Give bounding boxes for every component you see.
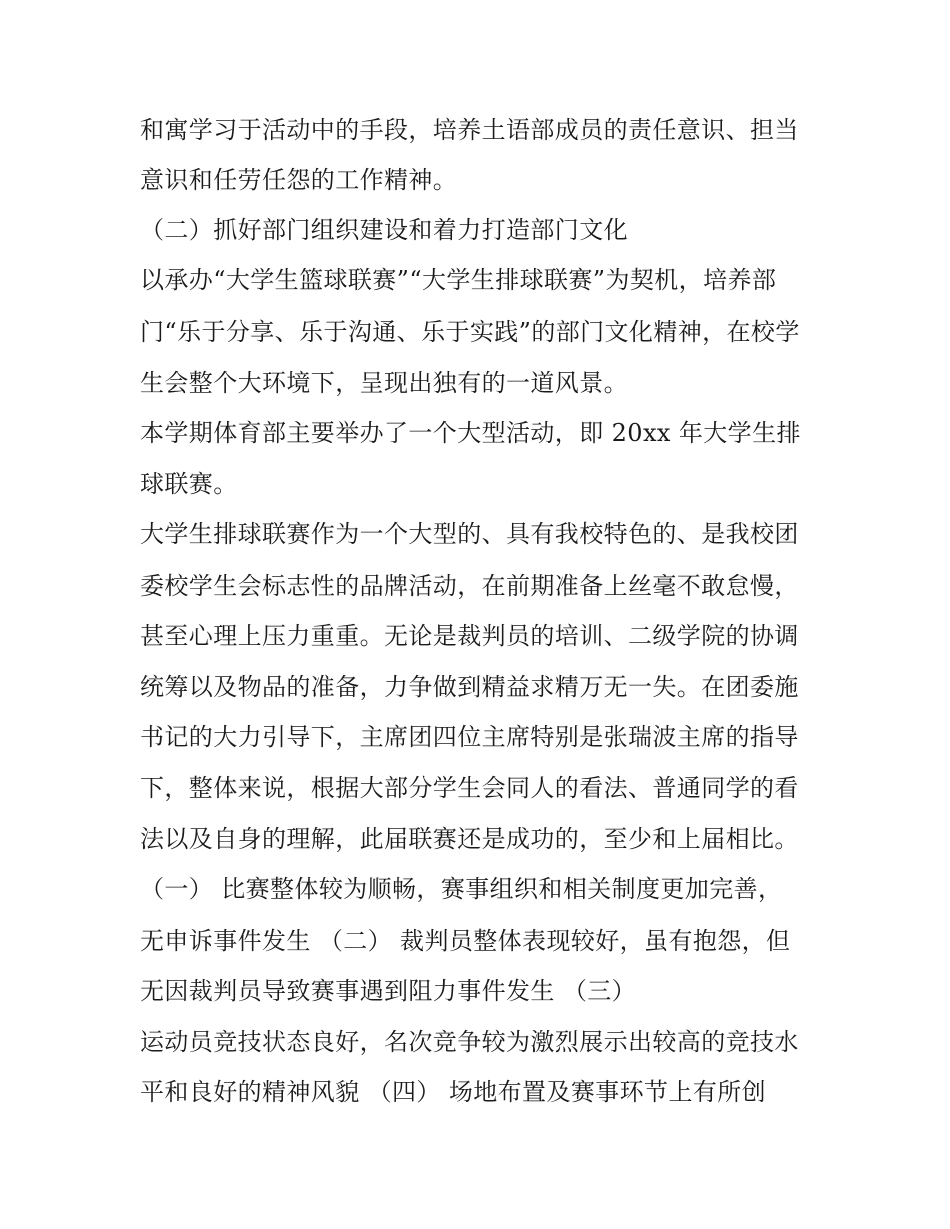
text-line: 球联赛。 — [140, 470, 238, 498]
text-line: 本学期体育部主要举办了一个大型活动，即 20xx 年大学生排 — [140, 419, 801, 447]
text-line: 大学生排球联赛作为一个大型的、具有我校特色的、是我校团 — [140, 520, 799, 548]
text-line: 门“乐于分享、乐于沟通、乐于实践”的部门文化精神，在校学 — [140, 318, 800, 346]
text-line: 和寓学习于活动中的手段，培养土语部成员的责任意识、担当 — [140, 116, 799, 144]
text-line: 生会整个大环境下，呈现出独有的一道风景。 — [140, 369, 628, 397]
text-line: 无因裁判员导致赛事遇到阻力事件发生 （三） — [140, 977, 637, 1005]
text-line: 统筹以及物品的准备，力争做到精益求精万无一失。在团委施 — [140, 673, 799, 701]
text-line: 以承办“大学生篮球联赛”“大学生排球联赛”为契机，培养部 — [140, 266, 777, 294]
text-line: 无申诉事件发生 （二） 裁判员整体表现较好，虽有抱怨，但 — [140, 927, 791, 955]
text-line: 书记的大力引导下，主席团四位主席特别是张瑞波主席的指导 — [140, 723, 799, 751]
text-line: 平和良好的精神风貌 （四） 场地布置及赛事环节上有所创 — [140, 1078, 767, 1106]
text-line: 下，整体来说，根据大部分学生会同人的看法、普通同学的看 — [140, 774, 799, 802]
text-line: 委校学生会标志性的品牌活动，在前期准备上丝毫不敢怠慢， — [140, 572, 799, 600]
text-line: 运动员竞技状态良好，名次竞争较为激烈展示出较高的竞技水 — [140, 1028, 799, 1056]
text-line: 甚至心理上压力重重。无论是裁判员的培训、二级学院的协调 — [140, 622, 799, 650]
text-line: 法以及自身的理解，此届联赛还是成功的，至少和上届相比。 — [140, 825, 799, 853]
text-line: （一） 比赛整体较为顺畅，赛事组织和相关制度更加完善， — [140, 875, 783, 903]
text-line: 意识和任劳任怨的工作精神。 — [140, 166, 458, 194]
section-heading: （二）抓好部门组织建设和着力打造部门文化 — [140, 216, 628, 244]
